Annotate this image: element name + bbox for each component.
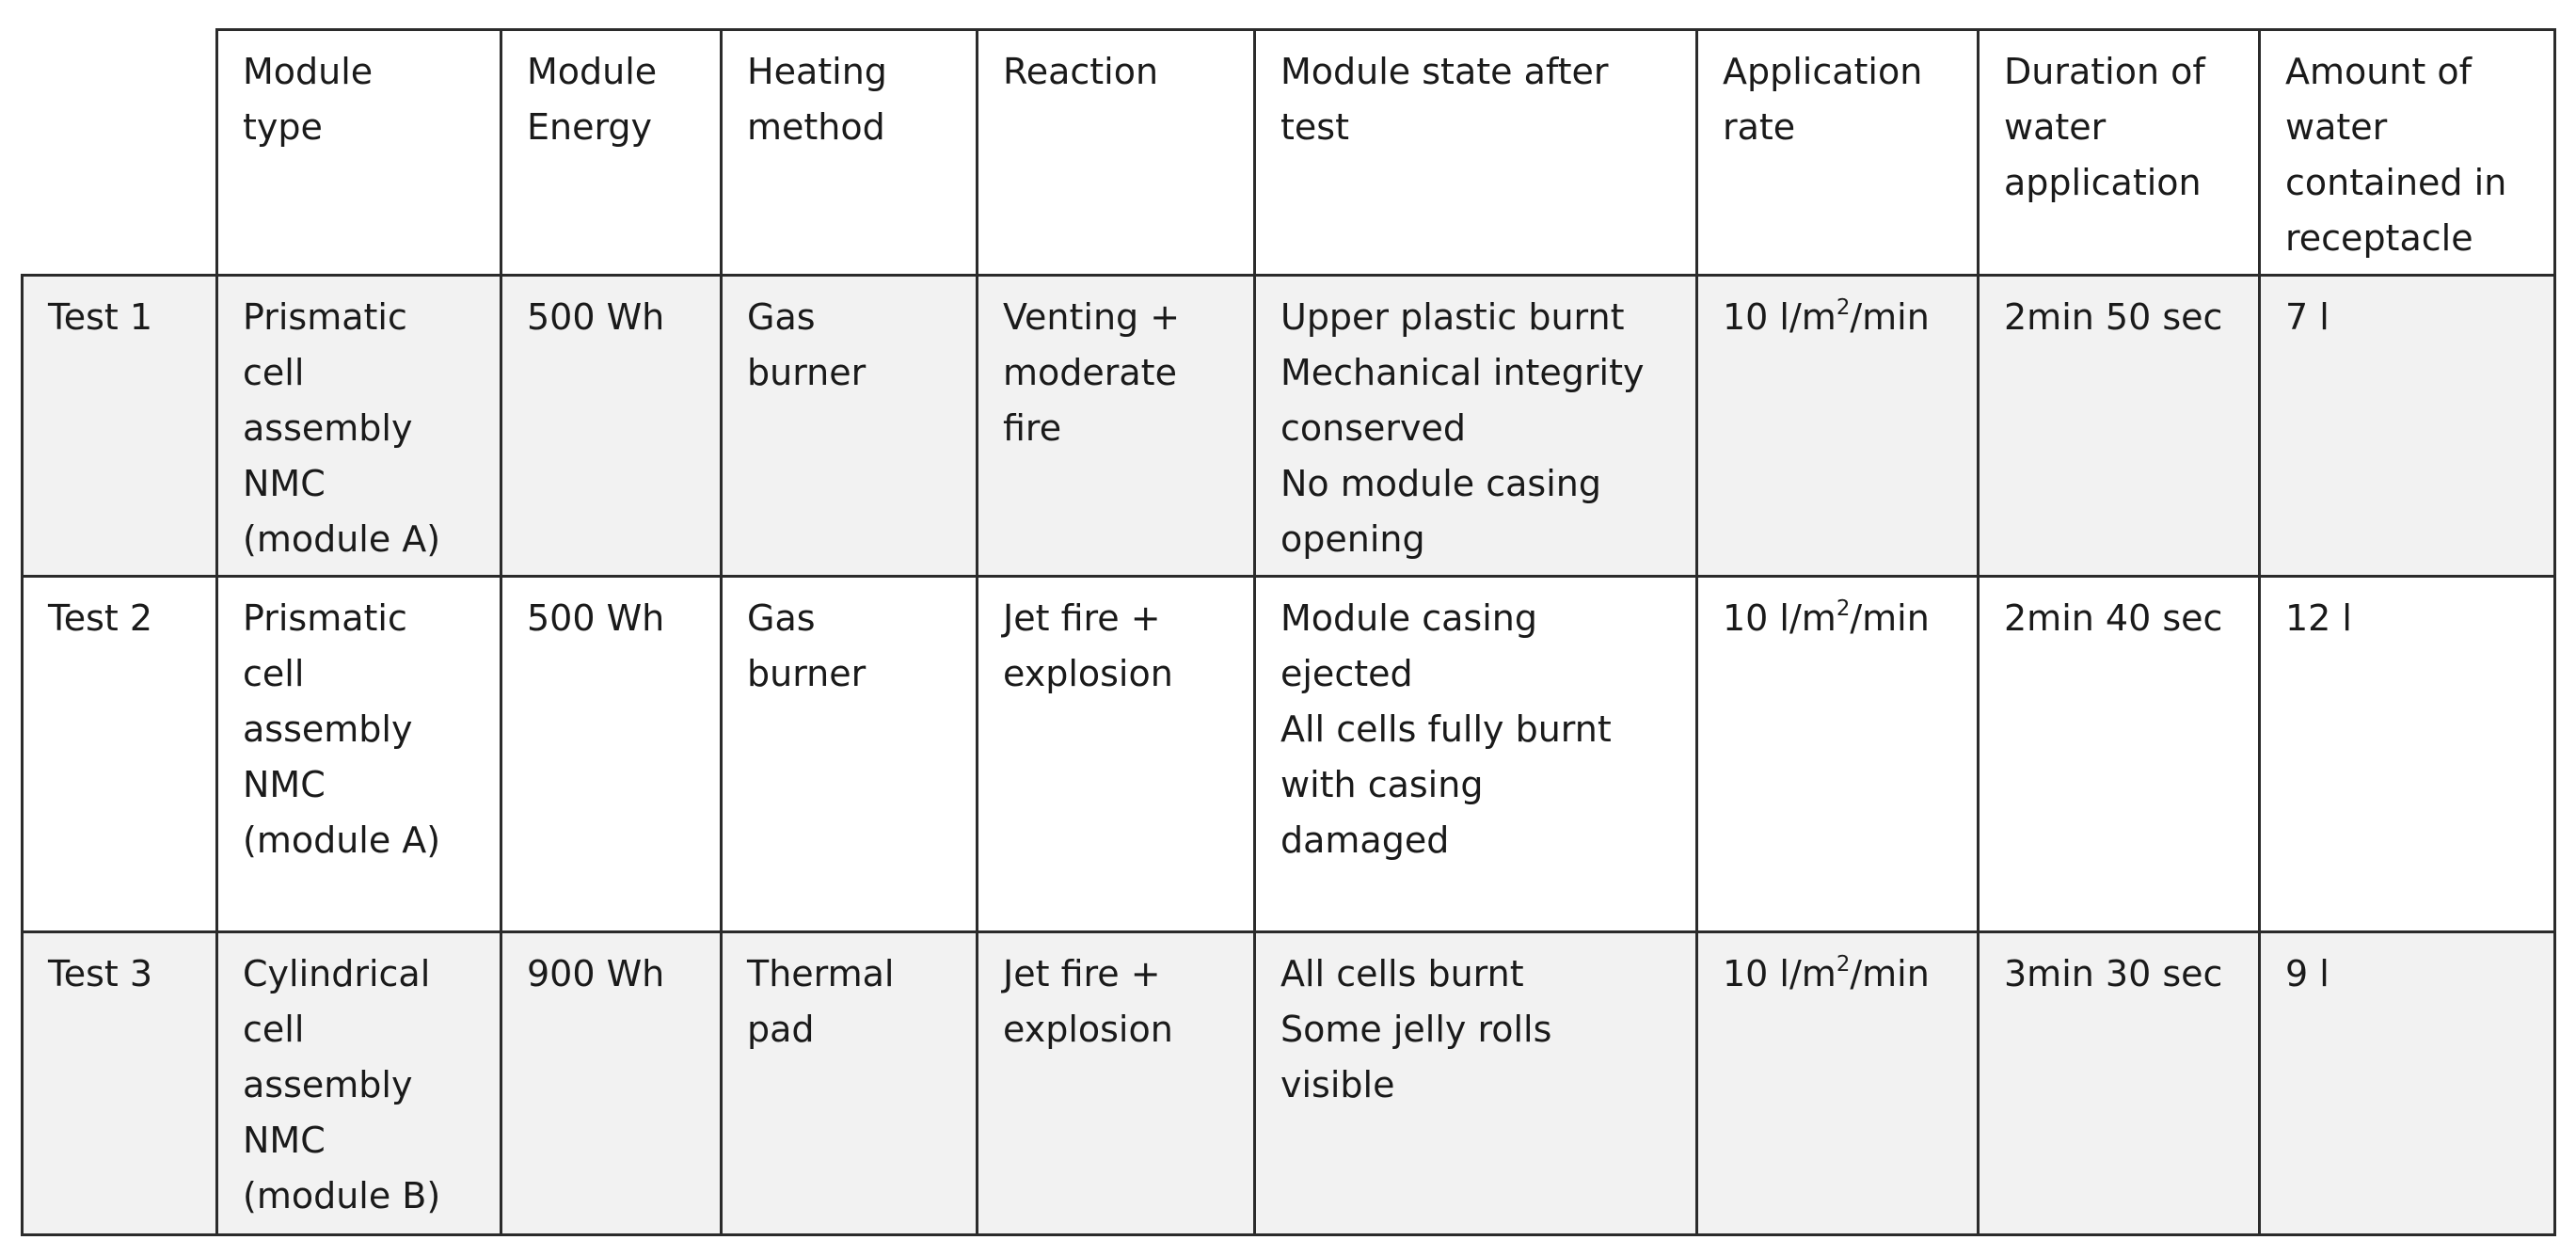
application-rate-cell: 10 $l/m^2/\min$ [1697,932,1979,1235]
duration-cell: 2min 40 sec [1979,577,2260,932]
header-row [23,30,2555,276]
application-rate-cell: 10 $l/m^2/\min$ [1697,276,1979,577]
amount-cell: 12 l [2260,577,2555,932]
reaction-cell: Jet fire + explosion [978,932,1255,1235]
header-amount: Amount of water contained in receptacle [2260,30,2555,276]
test-results-table-container [21,28,2556,1236]
test-label-cell: Test 3 [23,932,217,1235]
header-corner-cell [23,30,217,276]
amount-cell: 7 l [2260,276,2555,577]
test-label-cell: Test 2 [23,577,217,932]
application-rate-cell: 10 $l/m^2/\min$ [1697,577,1979,932]
header-module-type: Module type [217,30,501,276]
duration-cell: 3min 30 sec [1979,932,2260,1235]
module-energy-cell: 500 Wh [501,276,722,577]
module-state-cell: Upper plastic burnt Mechanical integrity conserved No module casing opening [1255,276,1697,577]
header-reaction: Reaction [978,30,1255,276]
table-row [23,577,2555,932]
header-duration: Duration of water application [1979,30,2260,276]
module-state-cell: All cells burnt Some jelly rolls visible [1255,932,1697,1235]
module-energy-cell: 500 Wh [501,577,722,932]
amount-cell: 9 l [2260,932,2555,1235]
reaction-cell: Venting + moderate fire [978,276,1255,577]
heating-method-cell: Gas burner [722,276,978,577]
heating-method-cell: Gas burner [722,577,978,932]
heating-method-cell: Thermal pad [722,932,978,1235]
header-module-energy: Module Energy [501,30,722,276]
reaction-cell: Jet fire + explosion [978,577,1255,932]
duration-cell: 2min 50 sec [1979,276,2260,577]
test-results-table [21,28,2556,1236]
header-heating-method: Heating method [722,30,978,276]
test-label-cell: Test 1 [23,276,217,577]
table-row [23,276,2555,577]
header-application-rate: Application rate [1697,30,1979,276]
header-module-state: Module state after test [1255,30,1697,276]
table-row [23,932,2555,1235]
module-type-cell: Prismatic cell assembly NMC (module A) [217,276,501,577]
module-type-cell: Prismatic cell assembly NMC (module A) [217,577,501,932]
module-energy-cell: 900 Wh [501,932,722,1235]
module-state-cell: Module casing ejected All cells fully burnt with casing damaged [1255,577,1697,932]
module-type-cell: Cylindrical cell assembly NMC (module B) [217,932,501,1235]
